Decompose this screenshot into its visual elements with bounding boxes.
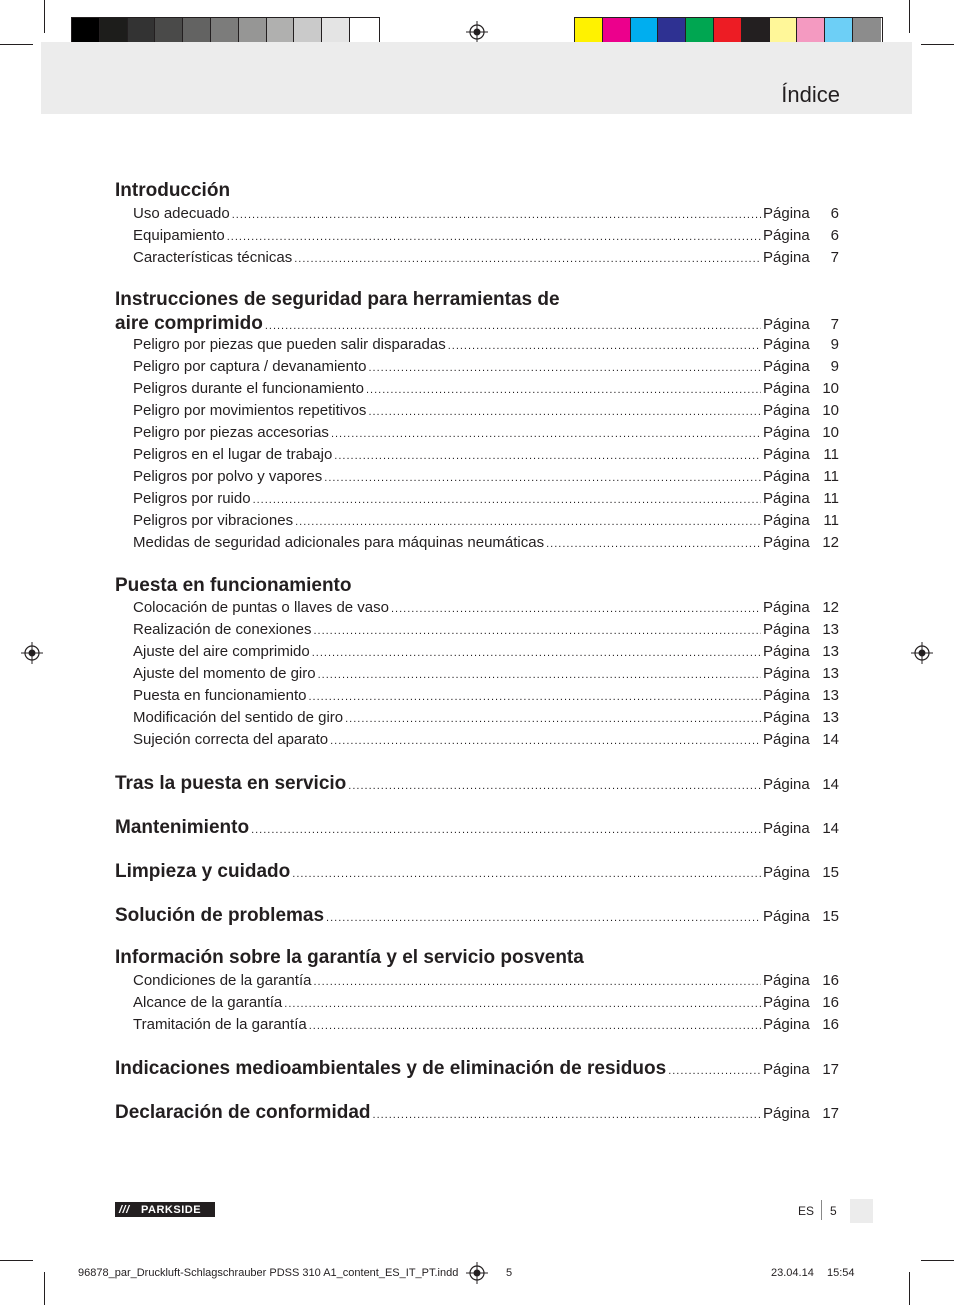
toc-page-number: 9 xyxy=(830,358,839,375)
page-word: Página xyxy=(763,820,810,837)
toc-section-title[interactable]: Instrucciones de seguridad para herramientas de xyxy=(115,289,560,310)
toc-page-number: 12 xyxy=(822,534,839,551)
toc-page-number: 14 xyxy=(822,731,839,748)
dot-leader xyxy=(334,450,761,462)
toc-entry-label: Puesta en funcionamiento xyxy=(133,687,307,704)
toc-entry[interactable] xyxy=(133,1016,839,1038)
page-word: Página xyxy=(763,599,810,616)
toc-page-number: 16 xyxy=(822,972,839,989)
toc-page-number: 10 xyxy=(822,424,839,441)
toc-page-number: 6 xyxy=(830,205,839,222)
toc-entry[interactable] xyxy=(133,972,839,994)
page-word: Página xyxy=(763,864,810,881)
page-number: 5 xyxy=(830,1204,837,1218)
toc-entry[interactable] xyxy=(133,731,839,753)
dot-leader xyxy=(313,625,761,637)
toc-entry-label: Limpieza y cuidado xyxy=(115,861,291,882)
color-swatch xyxy=(211,18,239,45)
page-word: Página xyxy=(763,358,810,375)
toc-entry[interactable] xyxy=(133,227,839,249)
page-word: Página xyxy=(763,490,810,507)
dot-leader xyxy=(265,320,761,332)
toc-section-title[interactable]: Información sobre la garantía y el servicio posventa xyxy=(115,947,584,968)
dot-leader xyxy=(324,472,761,484)
page-word: Página xyxy=(763,731,810,748)
dot-leader xyxy=(295,516,761,528)
color-swatch xyxy=(714,18,742,45)
page-word: Página xyxy=(763,446,810,463)
page-word: Página xyxy=(763,468,810,485)
dot-leader xyxy=(294,253,761,265)
crop-mark xyxy=(0,1260,33,1261)
toc-entry[interactable] xyxy=(133,994,839,1016)
toc-entry-label: Solución de problemas xyxy=(115,905,325,926)
crop-mark xyxy=(44,0,45,33)
page-word: Página xyxy=(763,380,810,397)
page-word: Página xyxy=(763,1105,810,1122)
dot-leader xyxy=(284,998,761,1010)
toc-page-number: 14 xyxy=(822,820,839,837)
toc-entry-label: Ajuste del momento de giro xyxy=(133,665,316,682)
toc-entry-label: Peligro por piezas que pueden salir disparadas xyxy=(133,336,446,353)
color-swatch xyxy=(183,18,211,45)
page-word: Página xyxy=(763,972,810,989)
color-swatch xyxy=(770,18,798,45)
dot-leader xyxy=(368,406,761,418)
toc-page-number: 7 xyxy=(830,249,839,266)
dot-leader xyxy=(292,868,761,880)
brand-name: PARKSIDE xyxy=(141,1203,202,1216)
dot-leader xyxy=(330,735,761,747)
toc-entry[interactable] xyxy=(133,205,839,227)
color-swatch xyxy=(603,18,631,45)
toc-entry[interactable] xyxy=(133,358,839,380)
toc-entry-label: aire comprimido xyxy=(115,313,263,334)
slug-page: 5 xyxy=(506,1267,513,1279)
toc-section-title[interactable]: Introducción xyxy=(115,180,231,201)
toc-major-entry[interactable] xyxy=(115,1058,839,1080)
dot-leader xyxy=(313,976,761,988)
color-swatch xyxy=(825,18,853,45)
toc-entry-label: Sujeción correcta del aparato xyxy=(133,731,329,748)
dot-leader xyxy=(312,647,761,659)
toc-entry[interactable] xyxy=(133,249,839,271)
color-swatch xyxy=(658,18,686,45)
language-code: ES xyxy=(798,1204,815,1218)
brand-logo xyxy=(115,1202,215,1217)
toc-entry-label: Peligros por ruido xyxy=(133,490,251,507)
toc-page-number: 6 xyxy=(830,227,839,244)
toc-entry[interactable] xyxy=(133,468,839,490)
page-title: Índice xyxy=(781,82,840,107)
crop-mark xyxy=(909,1272,910,1305)
toc-entry-label: Peligro por captura / devanamiento xyxy=(133,358,367,375)
slug-filename: 96878_par_Druckluft-Schlagschrauber PDSS 310 A1_content_ES_IT_PT.indd xyxy=(78,1267,459,1279)
toc-entry[interactable] xyxy=(133,424,839,446)
page-word: Página xyxy=(763,205,810,222)
toc-entry-label: Modificación del sentido de giro xyxy=(133,709,344,726)
page-word: Página xyxy=(763,687,810,704)
page-word: Página xyxy=(763,512,810,529)
toc-entry[interactable] xyxy=(133,380,839,402)
toc-entry-label: Peligros por vibraciones xyxy=(133,512,294,529)
crop-mark xyxy=(921,44,954,45)
toc-major-entry[interactable] xyxy=(115,905,839,927)
toc-entry[interactable] xyxy=(133,402,839,424)
toc-entry[interactable] xyxy=(133,621,839,643)
toc-entry-label: Alcance de la garantía xyxy=(133,994,283,1011)
toc-section-title[interactable]: Puesta en funcionamiento xyxy=(115,575,352,596)
toc-page-number: 16 xyxy=(822,994,839,1011)
toc-page-number: 7 xyxy=(830,316,839,333)
page-word: Página xyxy=(763,621,810,638)
page-word: Página xyxy=(763,227,810,244)
page-word: Página xyxy=(763,534,810,551)
toc-major-entry[interactable] xyxy=(115,1102,839,1124)
toc-entry[interactable] xyxy=(133,534,839,556)
toc-page-number: 15 xyxy=(822,908,839,925)
toc-entry-label: Ajuste del aire comprimido xyxy=(133,643,310,660)
toc-entry-label: Declaración de conformidad xyxy=(115,1102,371,1123)
dot-leader xyxy=(448,340,761,352)
color-swatch xyxy=(797,18,825,45)
dot-leader xyxy=(366,384,761,396)
footer-divider xyxy=(821,1200,822,1220)
color-swatch xyxy=(239,18,267,45)
registration-mark-icon xyxy=(911,642,933,664)
toc-page-number: 12 xyxy=(822,599,839,616)
toc-entry-label: Peligro por piezas accesorias xyxy=(133,424,329,441)
toc-entry-label: Peligros en el lugar de trabajo xyxy=(133,446,333,463)
crop-mark xyxy=(0,44,33,45)
page-word: Página xyxy=(763,402,810,419)
logo-stripes-icon: /// xyxy=(119,1203,130,1216)
dot-leader xyxy=(253,494,761,506)
toc-entry[interactable] xyxy=(133,665,839,687)
dot-leader xyxy=(546,538,761,550)
color-swatch xyxy=(72,18,100,45)
dot-leader xyxy=(373,1109,761,1121)
toc-entry-label: Peligro por movimientos repetitivos xyxy=(133,402,367,419)
toc-page-number: 11 xyxy=(823,490,839,507)
crop-mark xyxy=(44,1272,45,1305)
toc-major-entry[interactable] xyxy=(115,313,839,335)
color-swatch xyxy=(294,18,322,45)
toc-page-number: 16 xyxy=(822,1016,839,1033)
toc-major-entry[interactable] xyxy=(115,861,839,883)
dot-leader xyxy=(318,669,761,681)
toc-entry-label: Uso adecuado xyxy=(133,205,230,222)
toc-page-number: 11 xyxy=(823,446,839,463)
toc-page-number: 10 xyxy=(822,402,839,419)
color-swatch xyxy=(128,18,156,45)
toc-entry[interactable] xyxy=(133,599,839,621)
dot-leader xyxy=(232,209,761,221)
crop-mark xyxy=(909,0,910,33)
color-swatch xyxy=(742,18,770,45)
toc-entry[interactable] xyxy=(133,687,839,709)
toc-page-number: 15 xyxy=(822,864,839,881)
page-word: Página xyxy=(763,336,810,353)
color-swatch xyxy=(575,18,603,45)
footer-tab xyxy=(850,1199,873,1223)
toc-page-number: 11 xyxy=(823,512,839,529)
toc-page-number: 13 xyxy=(822,621,839,638)
toc-page-number: 10 xyxy=(822,380,839,397)
dot-leader xyxy=(326,912,761,924)
toc-page-number: 17 xyxy=(822,1105,839,1122)
toc-entry-label: Peligros por polvo y vapores xyxy=(133,468,323,485)
toc-page-number: 9 xyxy=(830,336,839,353)
dot-leader xyxy=(309,1020,761,1032)
toc-page-number: 13 xyxy=(822,709,839,726)
toc-entry-label: Colocación de puntas o llaves de vaso xyxy=(133,599,389,616)
page-word: Página xyxy=(763,643,810,660)
dot-leader xyxy=(331,428,761,440)
toc-page-number: 13 xyxy=(822,643,839,660)
toc-entry-label: Condiciones de la garantía xyxy=(133,972,312,989)
toc-entry[interactable] xyxy=(133,709,839,731)
dot-leader xyxy=(227,231,761,243)
color-swatch xyxy=(853,18,881,45)
toc-entry-label: Peligros durante el funcionamiento xyxy=(133,380,364,397)
toc-entry-label: Mantenimiento xyxy=(115,817,250,838)
toc-entry[interactable] xyxy=(133,446,839,468)
slug-time: 15:54 xyxy=(827,1267,855,1279)
toc-entry-label: Realización de conexiones xyxy=(133,621,312,638)
page-word: Página xyxy=(763,316,810,333)
toc-entry[interactable] xyxy=(133,490,839,512)
color-swatch xyxy=(686,18,714,45)
toc-page-number: 17 xyxy=(822,1061,839,1078)
color-swatch xyxy=(267,18,295,45)
page-word: Página xyxy=(763,994,810,1011)
dot-leader xyxy=(308,691,761,703)
page-word: Página xyxy=(763,1061,810,1078)
registration-mark-icon xyxy=(21,642,43,664)
color-swatch xyxy=(100,18,128,45)
crop-mark xyxy=(921,1260,954,1261)
color-swatch xyxy=(322,18,350,45)
page-word: Página xyxy=(763,709,810,726)
color-swatch xyxy=(155,18,183,45)
toc-entry-label: Indicaciones medioambientales y de eliminación de residuos xyxy=(115,1058,667,1079)
page-word: Página xyxy=(763,249,810,266)
toc-major-entry[interactable] xyxy=(115,817,839,839)
page-word: Página xyxy=(763,776,810,793)
toc-entry-label: Medidas de seguridad adicionales para máquinas neumáticas xyxy=(133,534,545,551)
page-word: Página xyxy=(763,1016,810,1033)
toc-entry[interactable] xyxy=(133,336,839,358)
toc-page-number: 13 xyxy=(822,665,839,682)
dot-leader xyxy=(345,713,761,725)
dot-leader xyxy=(368,362,761,374)
toc-entry[interactable] xyxy=(133,643,839,665)
toc-page-number: 13 xyxy=(822,687,839,704)
toc-entry-label: Tras la puesta en servicio xyxy=(115,773,347,794)
toc-page-number: 11 xyxy=(823,468,839,485)
registration-mark-icon xyxy=(466,21,488,43)
page-word: Página xyxy=(763,908,810,925)
page-word: Página xyxy=(763,665,810,682)
registration-mark-icon xyxy=(466,1262,488,1284)
toc-entry-label: Equipamiento xyxy=(133,227,225,244)
dot-leader xyxy=(391,603,761,615)
toc-entry-label: Características técnicas xyxy=(133,249,293,266)
dot-leader xyxy=(668,1065,761,1077)
page-word: Página xyxy=(763,424,810,441)
slug-date: 23.04.14 xyxy=(771,1267,814,1279)
dot-leader xyxy=(251,824,761,836)
toc-page-number: 14 xyxy=(822,776,839,793)
toc-major-entry[interactable] xyxy=(115,773,839,795)
dot-leader xyxy=(348,780,761,792)
color-swatch xyxy=(631,18,659,45)
toc-entry-label: Tramitación de la garantía xyxy=(133,1016,307,1033)
toc-entry[interactable] xyxy=(133,512,839,534)
color-swatch xyxy=(350,18,378,45)
